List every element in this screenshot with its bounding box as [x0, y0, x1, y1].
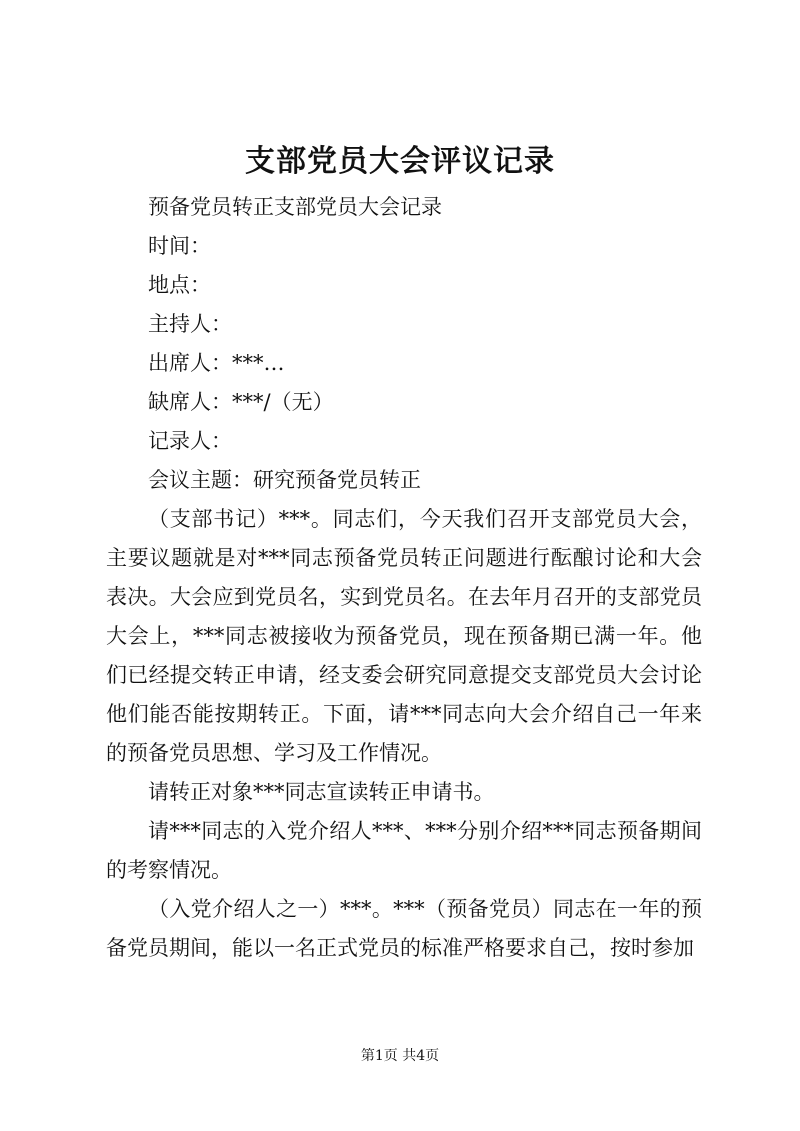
paragraph-subtitle: 预备党员转正支部党员大会记录 [148, 195, 442, 219]
page-number-footer: 第1页 共4页 [360, 1048, 440, 1064]
document-body [106, 188, 702, 968]
paragraph-attendees: 出席人：***… [148, 351, 285, 375]
paragraph-absentees: 缺席人：***/（无） [148, 390, 334, 414]
paragraph-recorder: 记录人： [148, 429, 232, 453]
paragraph-location: 地点： [148, 273, 211, 297]
paragraph-introducers: 请***同志的入党介绍人***、***分别介绍***同志预备期间的考察情况。 [106, 819, 702, 882]
document-title: 支部党员大会评议记录 [245, 144, 555, 179]
paragraph-introducer-one: （入党介绍人之一）***。***（预备党员）同志在一年的预备党员期间，能以一名正式党员的标准严格要求自己，按时参加 [106, 897, 702, 960]
paragraph-topic: 会议主题：研究预备党员转正 [148, 468, 421, 492]
paragraph-host: 主持人： [148, 312, 232, 336]
paragraph-time: 时间： [148, 234, 211, 258]
paragraph-read-application: 请转正对象***同志宣读转正申请书。 [148, 780, 495, 804]
paragraph-secretary-speech: （支部书记）***。同志们，今天我们召开支部党员大会，主要议题就是对***同志预备党员转正问题进行酝酿讨论和大会表决。大会应到党员名，实到党员名。在去年月召开的支部党员大会上，***同志被接收为预备党员，现在预备期已满一年。他们已经提交转正申请，经支委会研究同意提交支部党员大会讨论他们能否能按期转正。下面，请***同志向大会介绍自己一年来的预备党员思想、学习及工作情况。 [106, 507, 702, 765]
